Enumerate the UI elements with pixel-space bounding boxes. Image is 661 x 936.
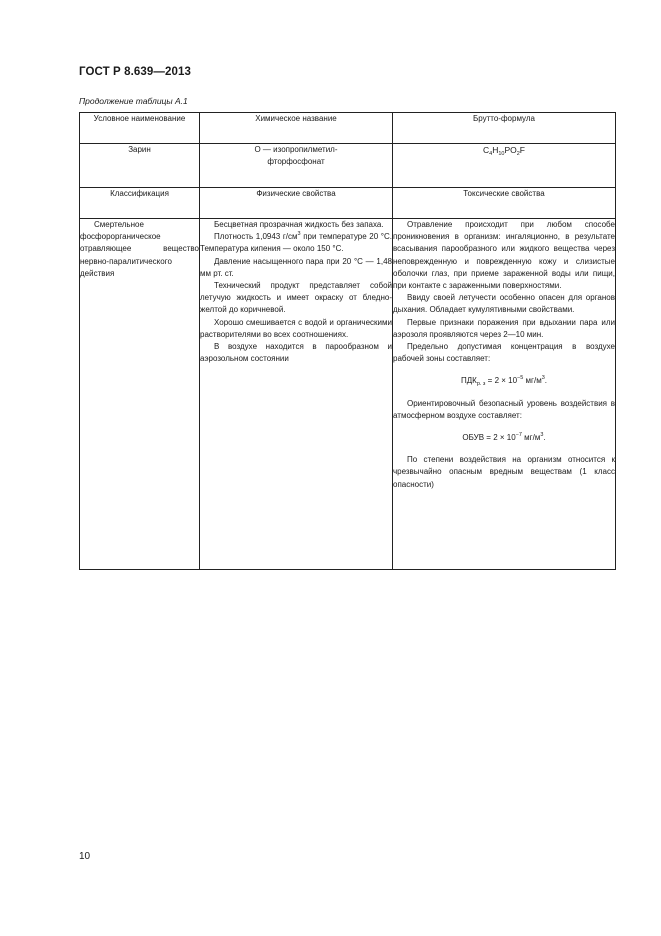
pdk-end: . [544,376,547,386]
physical-paragraph: Хорошо смешивается с водой и органическими растворителями во всех соотношениях. [200,317,392,339]
obuv-label: ОБУВ = 2 × 10 [462,433,516,443]
table-caption: Продолжение таблицы А.1 [79,96,188,106]
classification-text: Смертельное фосфорорганическое отравляющее вещество нервно-паралитического действия [80,220,199,278]
pdk-subscript: р. з [476,381,486,388]
pdk-label: ПДК [460,376,477,386]
header-gross-formula: Брутто-формула [393,113,616,144]
formula-index: 4 [489,151,493,157]
header-conventional-name: Условное наименование [80,113,200,144]
physical-paragraph: Бесцветная прозрачная жидкость без запаха. [214,220,384,229]
obuv-end: . [543,433,546,443]
pdk-exponent: −5 [517,375,524,382]
table-row [80,144,616,188]
table-header-row [80,113,616,144]
pdk-formula [393,375,615,387]
physical-paragraph: Давление насыщенного пара при 20 °С — 1,48 мм рт. ст. [200,256,392,278]
toxic-paragraph: Ориентировочный безопасный уровень воздействия в атмосферном воздухе составляет: [393,398,615,420]
formula-element: C [482,145,490,155]
toxic-paragraph: По степени воздействия на организм относится к чрезвычайно опасным вредным веществам (1 класс опасности) [393,455,615,489]
toxic-paragraph: Первые признаки поражения при вдыхании пара или аэрозоля проявляются через 2—10 мин. [393,317,615,339]
pdk-value: = 2 × 10 [485,376,518,386]
physical-paragraph: В воздухе находится в парообразном и аэрозольном состоянии [200,342,392,364]
document-title: ГОСТ Р 8.639—2013 [79,66,191,78]
formula-element: F [519,145,525,155]
obuv-unit: мг/м [521,433,541,443]
substance-name: Зарин [80,144,200,188]
pdk-unit: мг/м [523,376,542,386]
obuv-formula [393,432,615,444]
chemical-name [200,144,393,188]
obuv-unit-exponent: 3 [540,432,544,439]
gross-formula [393,144,616,188]
density-text: Плотность 1,0943 г/см [214,232,298,242]
toxic-paragraph: Отравление происходит при любом способе проникновения в организм: ингаляционно, в результате всасывания парообразного или жидкого вещества через неповрежденную и поврежденную кожу и слизистые оболочки глаз, при приеме зараженной воды или пищи, при контакте с зараженными поверхностями. [393,220,615,291]
header-chemical-name: Химическое название [200,113,393,144]
density-exponent: 3 [297,231,301,238]
physical-paragraph [200,231,392,255]
toxic-paragraph: Предельно допустимая концентрация в воздухе рабочей зоны составляет: [393,342,615,364]
substance-table [79,112,616,570]
classification-cell [80,219,200,570]
pdk-unit-exponent: 3 [541,375,545,382]
toxic-paragraph: Ввиду своей летучести особенно опасен для органов дыхания. Обладает кумулятивными свойствами. [393,293,615,315]
table-header-row [80,188,616,219]
physical-paragraph: Технический продукт представляет собой летучую жидкость и имеет окраску от бледно-желтой до коричневой. [200,281,392,315]
physical-properties-cell [200,219,393,570]
toxic-properties-cell [393,219,616,570]
obuv-exponent: −7 [515,432,522,439]
chemical-name-line: О — изопропилметил- [254,145,338,154]
formula-element: H [492,145,499,155]
density-text-rest: при температуре 20 °С. Температура кипения — около 150 °С. [200,232,393,254]
formula-index: 10 [498,151,505,157]
header-classification: Классификация [80,188,200,219]
header-physical-properties: Физические свойства [200,188,393,219]
formula-index: 2 [516,151,520,157]
table-row [80,219,616,570]
chemical-name-line: фторфосфонат [267,157,325,167]
page-number: 10 [79,851,91,862]
header-toxic-properties: Токсические свойства [393,188,616,219]
formula-element: PO [504,145,517,155]
